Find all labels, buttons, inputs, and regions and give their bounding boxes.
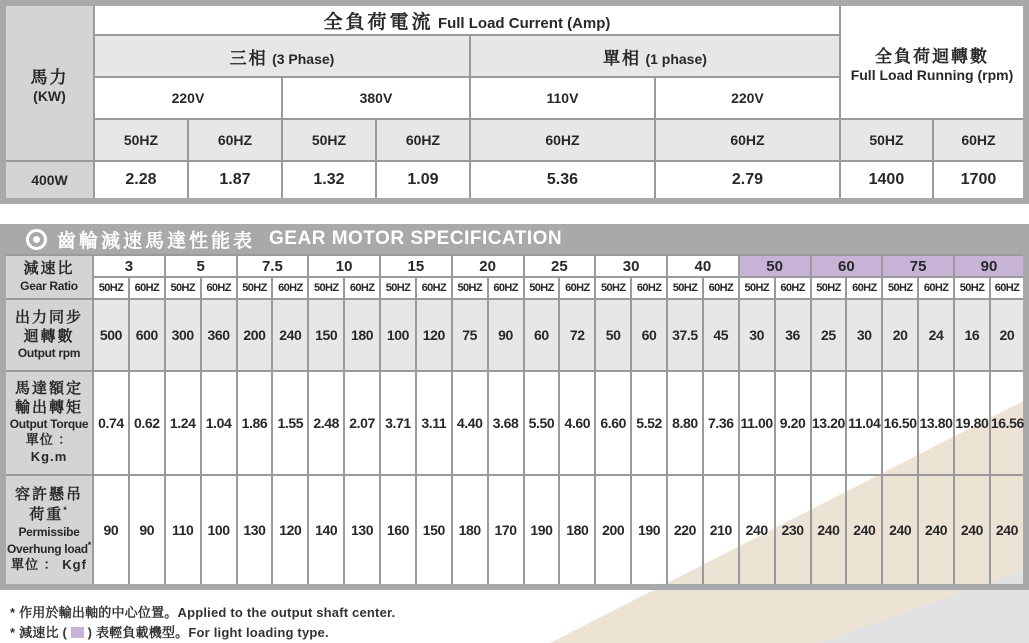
gear-ratio-header-row — [3, 255, 1026, 277]
one-phase-header-cell — [470, 35, 840, 77]
rpm-value-cell: 30 — [739, 299, 775, 371]
overhung-value-cell: 140 — [308, 475, 344, 587]
overhung-value-cell: 180 — [559, 475, 595, 587]
ratio-header-cell: 15 — [380, 255, 452, 277]
torque-value-cell: 3.71 — [380, 371, 416, 475]
rpm-value-cell: 30 — [846, 299, 882, 371]
freq-cell: 50HZ — [94, 119, 188, 161]
freq-header-cell: 60HZ — [272, 277, 308, 299]
voltage-220v-1ph-cell: 220V — [655, 77, 840, 119]
overhung-load-label-zh1: 容許懸吊 — [14, 486, 83, 504]
freq-header-cell: 50HZ — [308, 277, 344, 299]
overhung-value-cell: 150 — [416, 475, 452, 587]
torque-value-cell: 5.50 — [524, 371, 560, 475]
bullseye-icon — [26, 229, 47, 250]
freq-cell: 60HZ — [376, 119, 470, 161]
overhung-value-cell: 110 — [165, 475, 201, 587]
overhung-value-cell: 160 — [380, 475, 416, 587]
torque-value-cell: 16.50 — [882, 371, 918, 475]
freq-header-cell: 50HZ — [667, 277, 703, 299]
ratio-header-cell: 5 — [165, 255, 237, 277]
overhung-value-cell: 120 — [272, 475, 308, 587]
footnote-output-shaft: * 作用於輸出軸的中心位置。Applied to the output shaft center. — [10, 605, 396, 620]
freq-header-cell: 50HZ — [811, 277, 847, 299]
overhung-load-unit: 單位 ： Kgf — [11, 556, 87, 572]
frequency-header-row — [3, 277, 1026, 299]
output-rpm-label-en: Output rpm — [17, 346, 81, 361]
torque-value-cell: 5.52 — [631, 371, 667, 475]
freq-cell: 60HZ — [933, 119, 1026, 161]
light-load-color-swatch — [71, 627, 84, 638]
ratio-header-cell: 7.5 — [237, 255, 309, 277]
rpm-value-cell: 20 — [990, 299, 1026, 371]
freq-header-cell: 50HZ — [739, 277, 775, 299]
one-phase-zh: 單相 — [602, 48, 641, 68]
overhung-value-cell: 240 — [811, 475, 847, 587]
output-torque-label-zh2: 輸出轉矩 — [14, 398, 83, 416]
overhung-value-cell: 240 — [846, 475, 882, 587]
three-phase-zh: 三相 — [229, 48, 268, 68]
rpm-value-cell: 50 — [595, 299, 631, 371]
torque-value-cell: 9.20 — [775, 371, 811, 475]
rpm-value-cell: 600 — [129, 299, 165, 371]
freq-header-cell: 60HZ — [990, 277, 1026, 299]
rpm-value-cell: 60 — [631, 299, 667, 371]
current-value-cell: 2.79 — [655, 161, 840, 201]
overhung-load-label-zh2: 荷重* — [29, 505, 69, 524]
freq-header-cell: 60HZ — [846, 277, 882, 299]
ratio-header-cell: 30 — [595, 255, 667, 277]
overhung-value-cell: 220 — [667, 475, 703, 587]
ratio-header-cell: 75 — [882, 255, 954, 277]
torque-value-cell: 1.55 — [272, 371, 308, 475]
torque-value-cell: 0.62 — [129, 371, 165, 475]
full-load-current-zh: 全負荷電流 — [323, 11, 434, 33]
overhung-value-cell: 210 — [703, 475, 739, 587]
freq-header-cell: 60HZ — [631, 277, 667, 299]
current-value-cell: 1.32 — [282, 161, 376, 201]
output-torque-label-zh1: 馬達額定 — [14, 379, 83, 397]
overhung-value-cell: 130 — [237, 475, 273, 587]
freq-header-cell: 50HZ — [237, 277, 273, 299]
torque-value-cell: 1.04 — [201, 371, 237, 475]
output-torque-unit: 單位 ： Kg.m — [25, 432, 73, 465]
gear-ratio-label-zh: 減速比 — [23, 260, 75, 278]
horsepower-label-en: (KW) — [33, 87, 66, 104]
freq-header-cell: 60HZ — [201, 277, 237, 299]
freq-header-cell: 50HZ — [882, 277, 918, 299]
torque-value-cell: 16.56 — [990, 371, 1026, 475]
overhung-value-cell: 190 — [631, 475, 667, 587]
freq-header-cell: 50HZ — [524, 277, 560, 299]
horsepower-header-cell — [3, 3, 94, 161]
rpm-value-cell: 200 — [237, 299, 273, 371]
voltage-380v-3ph-cell: 380V — [282, 77, 470, 119]
gear-ratio-label-cell — [3, 255, 93, 299]
freq-header-cell: 60HZ — [416, 277, 452, 299]
freq-cell: 60HZ — [188, 119, 282, 161]
section-header-bar — [0, 224, 1029, 254]
ratio-header-cell: 25 — [524, 255, 596, 277]
full-load-current-header-cell — [94, 3, 840, 35]
freq-header-cell: 60HZ — [344, 277, 380, 299]
rpm-value-cell: 72 — [559, 299, 595, 371]
overhung-value-cell: 170 — [488, 475, 524, 587]
voltage-220v-3ph-cell: 220V — [94, 77, 282, 119]
torque-value-cell: 4.60 — [559, 371, 595, 475]
torque-value-cell: 4.40 — [452, 371, 488, 475]
rpm-value-cell: 25 — [811, 299, 847, 371]
torque-value-cell: 3.68 — [488, 371, 524, 475]
output-rpm-label-zh1: 出力同步 — [14, 308, 83, 326]
full-load-current-table — [0, 0, 1029, 204]
torque-value-cell: 3.11 — [416, 371, 452, 475]
overhung-value-cell: 200 — [595, 475, 631, 587]
freq-header-cell: 50HZ — [954, 277, 990, 299]
full-load-running-zh: 全負荷迴轉數 — [874, 46, 989, 66]
ratio-header-cell: 50 — [739, 255, 811, 277]
overhung-value-cell: 230 — [775, 475, 811, 587]
rpm-value-cell: 60 — [524, 299, 560, 371]
torque-value-cell: 11.00 — [739, 371, 775, 475]
torque-value-cell: 13.80 — [918, 371, 954, 475]
torque-value-cell: 8.80 — [667, 371, 703, 475]
torque-value-cell: 1.86 — [237, 371, 273, 475]
torque-value-cell: 13.20 — [811, 371, 847, 475]
rpm-value-cell: 1700 — [933, 161, 1026, 201]
freq-header-cell: 60HZ — [703, 277, 739, 299]
overhung-load-label-en2: Overhung load* — [7, 539, 91, 556]
section-title-en: GEAR MOTOR SPECIFICATION — [269, 228, 563, 249]
overhung-value-cell: 130 — [344, 475, 380, 587]
gear-ratio-label-en: Gear Ratio — [20, 278, 78, 293]
three-phase-header-cell — [94, 35, 470, 77]
full-load-current-en: Full Load Current (Amp) — [437, 14, 611, 32]
rpm-value-cell: 100 — [380, 299, 416, 371]
overhung-value-cell: 240 — [882, 475, 918, 587]
motor-400w-label-cell: 400W — [3, 161, 94, 201]
torque-value-cell: 1.24 — [165, 371, 201, 475]
overhung-load-label-cell — [3, 475, 93, 587]
rpm-value-cell: 37.5 — [667, 299, 703, 371]
freq-header-cell: 50HZ — [452, 277, 488, 299]
overhung-value-cell: 240 — [954, 475, 990, 587]
overhung-value-cell: 90 — [93, 475, 129, 587]
rpm-value-cell: 24 — [918, 299, 954, 371]
rpm-value-cell: 45 — [703, 299, 739, 371]
freq-cell: 50HZ — [840, 119, 933, 161]
output-rpm-label-zh2: 迴轉數 — [23, 327, 75, 345]
torque-value-cell: 0.74 — [93, 371, 129, 475]
output-torque-label-en: Output Torque — [9, 417, 89, 432]
overhung-value-cell: 100 — [201, 475, 237, 587]
rpm-value-cell: 90 — [488, 299, 524, 371]
three-phase-en: (3 Phase) — [272, 50, 335, 67]
one-phase-en: (1 phase) — [645, 50, 707, 67]
overhung-value-cell: 180 — [452, 475, 488, 587]
horsepower-label-zh: 馬力 — [30, 67, 69, 87]
rpm-value-cell: 1400 — [840, 161, 933, 201]
ratio-header-cell: 60 — [811, 255, 883, 277]
rpm-value-cell: 360 — [201, 299, 237, 371]
output-torque-row — [3, 371, 1026, 475]
output-rpm-row — [3, 299, 1026, 371]
rpm-value-cell: 120 — [416, 299, 452, 371]
overhung-load-label-en1: Permissibe — [18, 524, 80, 539]
torque-value-cell: 7.36 — [703, 371, 739, 475]
full-load-running-header-cell — [840, 3, 1026, 119]
freq-cell: 50HZ — [282, 119, 376, 161]
ratio-header-cell: 20 — [452, 255, 524, 277]
freq-header-cell: 60HZ — [918, 277, 954, 299]
freq-header-cell: 50HZ — [165, 277, 201, 299]
torque-value-cell: 6.60 — [595, 371, 631, 475]
freq-header-cell: 50HZ — [380, 277, 416, 299]
gear-motor-spec-table — [0, 254, 1029, 590]
rpm-value-cell: 75 — [452, 299, 488, 371]
ratio-header-cell: 3 — [93, 255, 165, 277]
rpm-value-cell: 180 — [344, 299, 380, 371]
overhung-value-cell: 240 — [990, 475, 1026, 587]
freq-header-cell: 50HZ — [93, 277, 129, 299]
torque-value-cell: 11.04 — [846, 371, 882, 475]
overhung-value-cell: 190 — [524, 475, 560, 587]
torque-value-cell: 19.80 — [954, 371, 990, 475]
current-value-cell: 2.28 — [94, 161, 188, 201]
current-value-cell: 1.09 — [376, 161, 470, 201]
rpm-value-cell: 300 — [165, 299, 201, 371]
overhung-value-cell: 240 — [918, 475, 954, 587]
ratio-header-cell: 90 — [954, 255, 1026, 277]
section-title-zh: 齒輪減速馬達性能表 — [57, 230, 256, 252]
current-value-cell: 5.36 — [470, 161, 655, 201]
full-load-running-en: Full Load Running (rpm) — [850, 66, 1014, 83]
overhung-value-cell: 90 — [129, 475, 165, 587]
overhung-value-cell: 240 — [739, 475, 775, 587]
rpm-value-cell: 36 — [775, 299, 811, 371]
torque-value-cell: 2.07 — [344, 371, 380, 475]
ratio-header-cell: 40 — [667, 255, 739, 277]
freq-header-cell: 50HZ — [595, 277, 631, 299]
torque-value-cell: 2.48 — [308, 371, 344, 475]
footnotes — [10, 603, 395, 643]
freq-cell: 60HZ — [470, 119, 655, 161]
rpm-value-cell: 500 — [93, 299, 129, 371]
footnote-light-loading: * 減速比 ( ) 表輕負載機型。For light loading type. — [10, 625, 329, 640]
current-value-cell: 1.87 — [188, 161, 282, 201]
freq-header-cell: 60HZ — [129, 277, 165, 299]
freq-header-cell: 60HZ — [775, 277, 811, 299]
voltage-110v-1ph-cell: 110V — [470, 77, 655, 119]
freq-header-cell: 60HZ — [559, 277, 595, 299]
rpm-value-cell: 240 — [272, 299, 308, 371]
output-rpm-label-cell — [3, 299, 93, 371]
rpm-value-cell: 150 — [308, 299, 344, 371]
freq-cell: 60HZ — [655, 119, 840, 161]
rpm-value-cell: 20 — [882, 299, 918, 371]
freq-header-cell: 60HZ — [488, 277, 524, 299]
ratio-header-cell: 10 — [308, 255, 380, 277]
rpm-value-cell: 16 — [954, 299, 990, 371]
overhung-load-row — [3, 475, 1026, 587]
output-torque-label-cell — [3, 371, 93, 475]
